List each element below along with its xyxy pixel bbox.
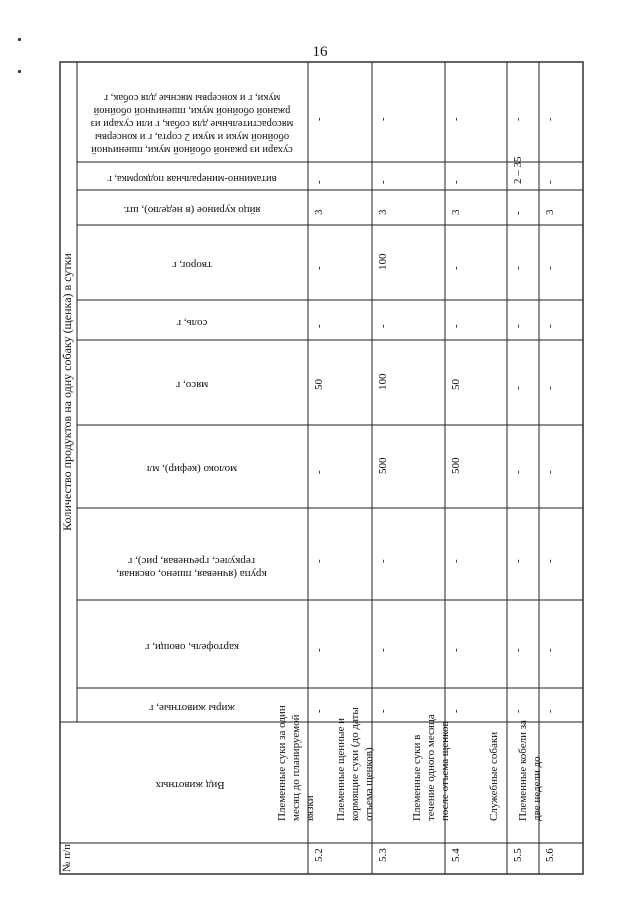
value-cell: 500 — [450, 457, 462, 474]
value-cell: 3 — [377, 209, 389, 215]
value-cell: - — [313, 266, 325, 270]
animal-cell-wrap — [410, 705, 474, 821]
value-cell: 500 — [377, 457, 389, 474]
value-cell: - — [450, 648, 462, 652]
animal-cell: Племенные суки за один месяц до планируемой вязки — [276, 705, 316, 821]
row-number: 5.6 — [544, 848, 556, 862]
value-cell: - — [377, 709, 389, 713]
page-number: 16 — [312, 44, 328, 60]
value-cell: - — [544, 648, 556, 652]
value-cell: 3 — [544, 209, 556, 215]
value-cell: - — [313, 324, 325, 328]
value-cell: - — [512, 386, 524, 390]
number-header: № п/п — [61, 843, 73, 873]
value-cell: - — [512, 709, 524, 713]
value-cell: - — [512, 211, 524, 215]
row-numbers — [313, 848, 556, 862]
value-cell: - — [377, 180, 389, 184]
value-cell: 3 — [313, 209, 325, 215]
value-cell: - — [512, 117, 524, 121]
value-cell: 100 — [377, 253, 389, 270]
value-cell: - — [512, 559, 524, 563]
value-cell: 50 — [450, 379, 462, 390]
value-cell: - — [544, 386, 556, 390]
value-cell: 2 – 35 — [512, 156, 524, 184]
animal-cell: Племенные суки в течение одного месяца после отъема щенков — [411, 714, 451, 821]
value-cell: - — [313, 559, 325, 563]
animal-cell-wrap — [487, 705, 519, 821]
animal-cells — [275, 705, 558, 821]
value-cell: - — [544, 180, 556, 184]
row-number: 5.3 — [377, 848, 389, 862]
animal-cell: Племенные кобели за две недели до — [517, 720, 543, 821]
column-header: соль, г — [176, 317, 208, 329]
row-number: 5.5 — [512, 848, 524, 862]
value-cell: - — [313, 180, 325, 184]
column-header: мясо, г — [175, 379, 209, 391]
value-cell: - — [544, 324, 556, 328]
animal-header: Вид животных — [155, 779, 225, 791]
value-cell: - — [377, 559, 389, 563]
value-cell: - — [512, 470, 524, 474]
value-cell: - — [544, 559, 556, 563]
value-cell: - — [450, 559, 462, 563]
value-cells — [313, 117, 556, 713]
animal-cell: Племенные щенные и кормящие суки (до даты отъема щенков) — [335, 707, 375, 821]
animal-cell: Служебные собаки — [488, 731, 500, 821]
value-cell: - — [313, 709, 325, 713]
column-header: сухари из ржаной обойной муки, пшеничной обойной муки и муки 2 сорта, г и консервы мясорастительные для собак, г или сухари из ржаной обойной муки, пшеничной обойной муки, г и консервы мясные для собак, г — [90, 92, 294, 155]
value-cell: - — [450, 266, 462, 270]
column-header-wrap — [82, 70, 302, 156]
value-cell: - — [313, 117, 325, 121]
column-header: крупа (ячневая, пшено, овсяная, геркулес, гречневая, рис), г — [116, 555, 267, 580]
value-cell: - — [450, 117, 462, 121]
value-cell: - — [377, 117, 389, 121]
value-cell: - — [544, 470, 556, 474]
value-cell: - — [450, 324, 462, 328]
animal-cell-wrap — [275, 705, 335, 821]
value-cell: 3 — [450, 209, 462, 215]
row-number: 5.4 — [450, 848, 462, 862]
column-header: молоко (кефир), мл — [146, 463, 238, 475]
value-cell: - — [377, 648, 389, 652]
value-cell: - — [512, 266, 524, 270]
value-cell: - — [450, 709, 462, 713]
row-number: 5.2 — [313, 848, 325, 862]
value-cell: - — [313, 470, 325, 474]
value-cell: 100 — [377, 373, 389, 390]
column-header-wrap — [94, 530, 289, 580]
column-header: творог, г — [172, 259, 212, 271]
animal-cell-wrap — [334, 705, 404, 821]
value-cell: - — [544, 266, 556, 270]
column-header: витаминно-минеральная подкормка, г — [107, 173, 277, 184]
value-cell: - — [377, 324, 389, 328]
column-header: яйцо куриное (в неделю), шт. — [123, 204, 261, 216]
animal-cell-wrap — [516, 705, 558, 821]
group-header: Количество продуктов на одну собаку (щенка) в сутки — [60, 253, 74, 531]
value-cell: - — [450, 180, 462, 184]
column-header: картофель, овощи, г — [144, 641, 240, 653]
value-cell: 50 — [313, 379, 325, 390]
column-header: жиры животные, г — [148, 702, 236, 714]
value-cell: - — [512, 648, 524, 652]
value-cell: - — [544, 117, 556, 121]
value-cell: - — [544, 709, 556, 713]
value-cell: - — [313, 648, 325, 652]
value-cell: - — [512, 324, 524, 328]
